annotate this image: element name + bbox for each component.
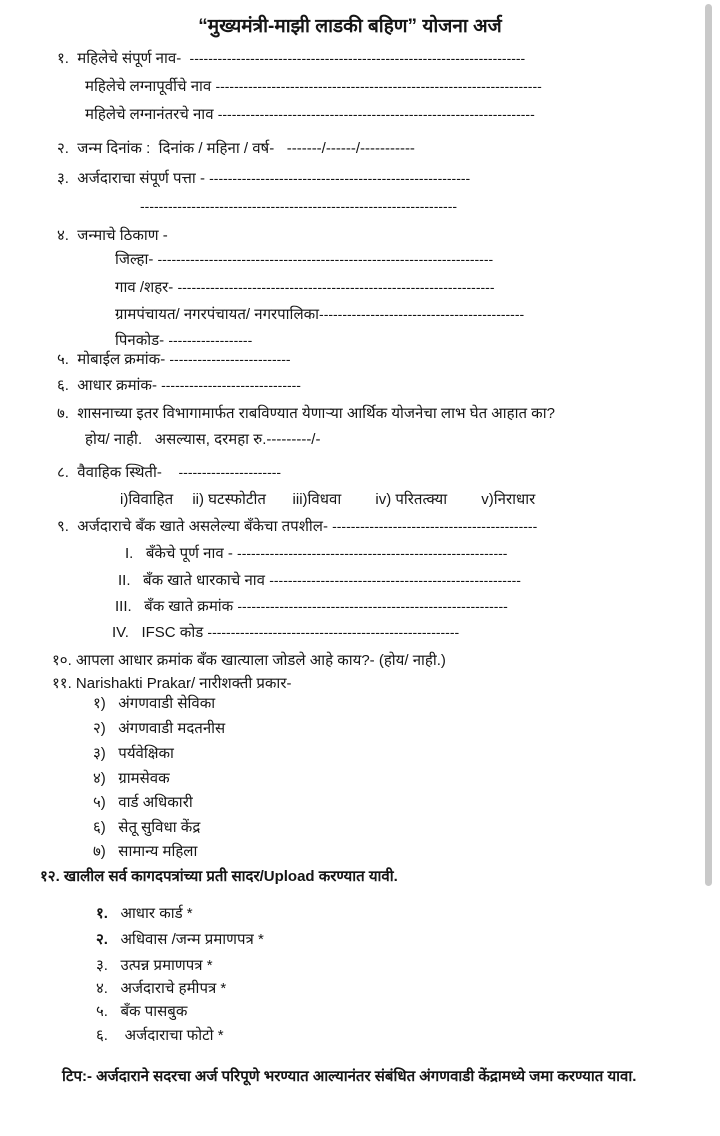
dashed-fill-line: ------------------------------------------------------------------------: [157, 251, 494, 267]
dashed-fill-line: ----------------------------------------------------------: [237, 598, 508, 614]
field-monthly-amount: होय/ नाही. असल्यास, दरमहा रु.---------/-: [85, 431, 321, 448]
field-bank-name: I. बँकेचे पूर्ण नाव - ----------------------------------------------------------: [125, 545, 508, 562]
question-other-scheme-benefit: ७. शासनाच्या इतर विभागामार्फत राबविण्यात येणाऱ्या आर्थिक योजनेचा लाभ घेत आहात का?: [57, 405, 555, 422]
doc-applicant-photo: ६. अर्जदाराचा फोटो *: [96, 1027, 224, 1044]
dashed-fill-line: --------------------------------------------------------------------: [177, 279, 495, 295]
question-aadhaar-linked: १०. आपला आधार क्रमांक बँक खात्याला जोडले आहे काय?- (होय/ नाही.): [52, 652, 446, 669]
field-name-before-marriage: महिलेचे लग्नापूर्वीचे नाव ----------------------------------------------------------------------: [85, 78, 542, 95]
section-birth-place: ४. जन्माचे ठिकाण -: [57, 227, 168, 244]
section-bank-details: ९. अर्जदाराचे बँक खाते असलेल्या बँकेचा तपशील- --------------------------------------------: [57, 518, 538, 535]
dashed-fill-line: ------------------------------------------------------: [269, 572, 521, 588]
dashed-fill-line: --------------------------------------------------------------------: [217, 106, 535, 122]
field-district: जिल्हा- ------------------------------------------------------------------------: [115, 251, 494, 268]
field-ifsc-code: IV. IFSC कोड ------------------------------------------------------: [112, 624, 460, 641]
dashed-fill-line: ------------------------------------------------------------------------: [189, 50, 526, 66]
option-paryavekshika: ३) पर्यवेक्षिका: [93, 745, 174, 762]
dashed-fill-line: --------------------------------------------------------------------: [140, 198, 458, 214]
dashed-fill-line: --------------------------------------------: [319, 306, 525, 322]
dashed-fill-line: ----------------------------------------------------------: [237, 545, 508, 561]
option-ward-adhikari: ५) वार्ड अधिकारी: [93, 794, 193, 811]
scrollbar-thumb[interactable]: [705, 4, 712, 886]
form-title: “मुख्यमंत्री-माझी लाडकी बहिण” योजना अर्ज: [198, 16, 502, 37]
dashed-fill-line: ------------------: [168, 332, 253, 348]
doc-income-certificate: ३. उत्पन्न प्रमाणपत्र *: [96, 957, 213, 974]
section-documents-upload: १२. खालील सर्व कागदपत्रांच्या प्रती सादर/Upload करण्यात यावी.: [40, 868, 398, 885]
options-marital-status: i)विवाहित ii) घटस्फोटीत iii)विधवा iv) परितत्क्या v)निराधार: [120, 491, 536, 508]
dashed-fill-line: ----------------------: [178, 464, 282, 480]
field-aadhaar-number: ६. आधार क्रमांक- ------------------------------: [57, 377, 301, 394]
option-samanya-mahila: ७) सामान्य महिला: [93, 843, 198, 860]
dashed-fill-line: --------------------------: [169, 351, 291, 367]
dashed-fill-line: --------------------------------------------: [332, 518, 538, 534]
doc-domicile-birth-certificate: २. अधिवास /जन्म प्रमाणपत्र *: [96, 931, 264, 948]
doc-applicant-undertaking: ४. अर्जदाराचे हमीपत्र *: [96, 980, 227, 997]
dashed-fill-line: --------------------------------------------------------: [209, 170, 471, 186]
field-village-city: गाव /शहर- --------------------------------------------------------------------: [115, 279, 495, 296]
doc-aadhaar-card: १. आधार कार्ड *: [96, 905, 193, 922]
doc-bank-passbook: ५. बँक पासबुक: [96, 1003, 188, 1020]
dashed-fill-line: ------------------------------------------------------: [207, 624, 460, 640]
field-woman-full-name: १. महिलेचे संपूर्ण नाव- ------------------------------------------------------------------------: [57, 50, 526, 67]
option-setu-suvidha-kendra: ६) सेतू सुविधा केंद्र: [93, 819, 201, 836]
option-gramsevak: ४) ग्रामसेवक: [93, 770, 170, 787]
dashed-fill-line: ------------------------------: [161, 377, 301, 393]
field-birth-date: २. जन्म दिनांक : दिनांक / महिना / वर्ष- -------/------/-----------: [57, 140, 415, 157]
field-address-line2: [140, 198, 457, 217]
field-name-after-marriage: महिलेचे लग्नानंतरचे नाव --------------------------------------------------------------------: [85, 106, 535, 123]
field-account-holder-name: II. बँक खाते धारकाचे नाव ------------------------------------------------------: [118, 572, 521, 589]
field-gram-panchayat: ग्रामपंचायत/ नगरपंचायत/ नगरपालिका--------------------------------------------: [115, 306, 525, 323]
footer-note: टिप:- अर्जदाराने सदरचा अर्ज परिपूणे भरण्यात आल्यानंतर संबंधित अंगणवाडी केंद्रामध्ये जमा करण्यात यावा.: [62, 1068, 637, 1085]
dashed-fill-line: ----------------------------------------------------------------------: [215, 78, 542, 94]
section-narishakti-prakar: ११. Narishakti Prakar/ नारीशक्ती प्रकार-: [52, 675, 292, 692]
option-anganwadi-sevika: १) अंगणवाडी सेविका: [93, 695, 216, 712]
field-mobile-number: ५. मोबाईल क्रमांक- --------------------------: [57, 351, 291, 368]
field-address: ३. अर्जदाराचा संपूर्ण पत्ता - --------------------------------------------------------: [57, 170, 471, 187]
field-marital-status: ८. वैवाहिक स्थिती- ----------------------: [57, 464, 282, 481]
option-anganwadi-madatnis: २) अंगणवाडी मदतनीस: [93, 720, 226, 737]
field-pincode: पिनकोड- ------------------: [115, 332, 253, 349]
field-account-number: III. बँक खाते क्रमांक ----------------------------------------------------------: [115, 598, 508, 615]
